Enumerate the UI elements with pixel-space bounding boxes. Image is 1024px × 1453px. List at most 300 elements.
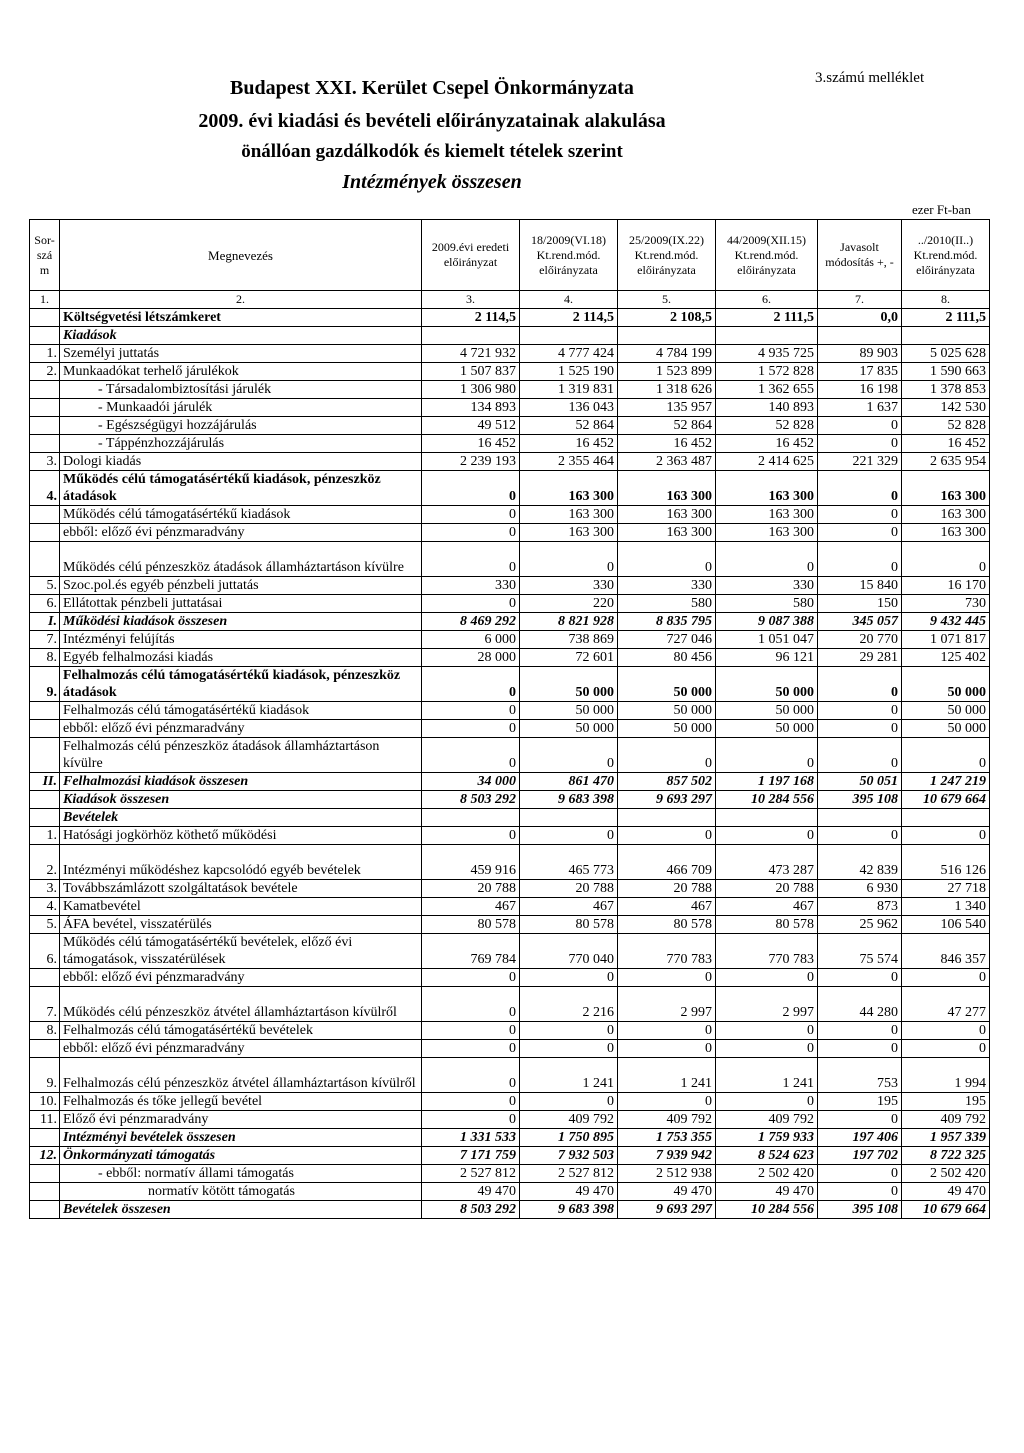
- row-name: ebből: előző évi pénzmaradvány: [60, 524, 422, 542]
- header-final: ../2010(II..) Kt.rend.mód. előirányzata: [902, 220, 990, 291]
- table-row: [30, 471, 990, 506]
- cell-value: 857 502: [618, 773, 716, 791]
- row-index: 4.: [30, 471, 60, 506]
- table-row: [30, 453, 990, 471]
- table-row: [30, 613, 990, 631]
- cell-value: 50 000: [618, 720, 716, 738]
- cell-value: 330: [618, 577, 716, 595]
- cell-value: 770 040: [520, 934, 618, 969]
- table-row: [30, 667, 990, 702]
- cell-value: 4 777 424: [520, 345, 618, 363]
- cell-value: 2 414 625: [716, 453, 818, 471]
- row-name: Önkormányzati támogatás: [60, 1147, 422, 1165]
- cell-value: 2 216: [520, 987, 618, 1022]
- row-name: - Egészségügyi hozzájárulás: [60, 417, 422, 435]
- cell-value: 1 241: [520, 1058, 618, 1093]
- cell-value: 0: [716, 1022, 818, 1040]
- cell-value: 1 319 831: [520, 381, 618, 399]
- table-row: [30, 542, 990, 577]
- table-row: [30, 898, 990, 916]
- cell-value: 9 693 297: [618, 791, 716, 809]
- cell-value: 50 000: [902, 702, 990, 720]
- cell-value: 2 363 487: [618, 453, 716, 471]
- cell-value: [902, 327, 990, 345]
- cell-value: 1 318 626: [618, 381, 716, 399]
- table-row: [30, 631, 990, 649]
- row-index: [30, 381, 60, 399]
- row-index: 10.: [30, 1093, 60, 1111]
- row-index: 4.: [30, 898, 60, 916]
- table-row: [30, 1147, 990, 1165]
- cell-value: 330: [520, 577, 618, 595]
- cell-value: 0: [818, 667, 902, 702]
- row-name: - Munkaadói járulék: [60, 399, 422, 417]
- row-index: 6.: [30, 595, 60, 613]
- cell-value: 0: [422, 1058, 520, 1093]
- cell-value: 2 114,5: [520, 309, 618, 327]
- row-name: Hatósági jogkörhöz köthető működési: [60, 827, 422, 845]
- colnum: 3.: [422, 291, 520, 309]
- cell-value: 0: [422, 667, 520, 702]
- row-name: Működési kiadások összesen: [60, 613, 422, 631]
- row-index: [30, 1040, 60, 1058]
- cell-value: [618, 327, 716, 345]
- row-name: Intézményi bevételek összesen: [60, 1129, 422, 1147]
- cell-value: 738 869: [520, 631, 618, 649]
- cell-value: 0: [716, 542, 818, 577]
- cell-value: 1 247 219: [902, 773, 990, 791]
- cell-value: 9 693 297: [618, 1201, 716, 1219]
- cell-value: 0: [618, 738, 716, 773]
- cell-value: 409 792: [618, 1111, 716, 1129]
- row-name: ebből: előző évi pénzmaradvány: [60, 1040, 422, 1058]
- row-index: [30, 1183, 60, 1201]
- cell-value: 0: [902, 1040, 990, 1058]
- cell-value: 2 111,5: [902, 309, 990, 327]
- cell-value: 0: [818, 1040, 902, 1058]
- cell-value: 25 962: [818, 916, 902, 934]
- cell-value: 345 057: [818, 613, 902, 631]
- row-index: [30, 524, 60, 542]
- cell-value: [422, 809, 520, 827]
- colnum: 7.: [818, 291, 902, 309]
- cell-value: 459 916: [422, 845, 520, 880]
- row-name: Működés célú támogatásértékű bevételek, előző évi támogatások, visszatérülések: [60, 934, 422, 969]
- cell-value: [818, 327, 902, 345]
- cell-value: 0: [422, 1022, 520, 1040]
- row-index: [30, 720, 60, 738]
- header-proposed: Javasolt módosítás +, -: [818, 220, 902, 291]
- cell-value: 163 300: [716, 506, 818, 524]
- table-row: [30, 987, 990, 1022]
- table-row: [30, 1040, 990, 1058]
- column-number-row: [30, 291, 990, 309]
- cell-value: 0: [818, 471, 902, 506]
- cell-value: 16 198: [818, 381, 902, 399]
- row-name: Költségvetési létszámkeret: [60, 309, 422, 327]
- cell-value: 861 470: [520, 773, 618, 791]
- row-index: 11.: [30, 1111, 60, 1129]
- cell-value: 50 000: [618, 702, 716, 720]
- row-name: Továbbszámlázott szolgáltatások bevétele: [60, 880, 422, 898]
- cell-value: 9 087 388: [716, 613, 818, 631]
- row-name: Működés célú támogatásértékű kiadások: [60, 506, 422, 524]
- row-name: - ebből: normatív állami támogatás: [60, 1165, 422, 1183]
- cell-value: 0: [520, 738, 618, 773]
- row-name: Felhalmozás célú pénzeszköz átvétel államháztartáson kívülről: [60, 1058, 422, 1093]
- header-mod-3: 44/2009(XII.15) Kt.rend.mód. előirányzata: [716, 220, 818, 291]
- row-index: 1.: [30, 827, 60, 845]
- table-row: [30, 577, 990, 595]
- row-name: ebből: előző évi pénzmaradvány: [60, 969, 422, 987]
- cell-value: 0: [520, 1040, 618, 1058]
- cell-value: 195: [818, 1093, 902, 1111]
- cell-value: 20 788: [422, 880, 520, 898]
- cell-value: 395 108: [818, 1201, 902, 1219]
- cell-value: 580: [716, 595, 818, 613]
- cell-value: 0: [818, 1183, 902, 1201]
- row-index: 6.: [30, 934, 60, 969]
- cell-value: 20 788: [716, 880, 818, 898]
- cell-value: 0: [716, 827, 818, 845]
- cell-value: [520, 809, 618, 827]
- cell-value: 0: [818, 542, 902, 577]
- cell-value: 0: [422, 702, 520, 720]
- table-body: [30, 220, 990, 1219]
- cell-value: 1 637: [818, 399, 902, 417]
- colnum: 8.: [902, 291, 990, 309]
- cell-value: 0: [422, 506, 520, 524]
- cell-value: 0: [818, 1111, 902, 1129]
- cell-value: 0: [902, 1022, 990, 1040]
- cell-value: 2 355 464: [520, 453, 618, 471]
- cell-value: [716, 327, 818, 345]
- table-row: [30, 595, 990, 613]
- cell-value: 7 932 503: [520, 1147, 618, 1165]
- cell-value: 8 821 928: [520, 613, 618, 631]
- cell-value: 0: [422, 969, 520, 987]
- table-row: [30, 773, 990, 791]
- row-index: 5.: [30, 916, 60, 934]
- cell-value: 0: [902, 827, 990, 845]
- cell-value: 163 300: [520, 524, 618, 542]
- cell-value: 163 300: [618, 471, 716, 506]
- cell-value: [520, 327, 618, 345]
- cell-value: 9 683 398: [520, 1201, 618, 1219]
- table-row: [30, 417, 990, 435]
- cell-value: 769 784: [422, 934, 520, 969]
- cell-value: 49 470: [520, 1183, 618, 1201]
- cell-value: 47 277: [902, 987, 990, 1022]
- header-mod-2: 25/2009(IX.22) Kt.rend.mód. előirányzata: [618, 220, 716, 291]
- cell-value: 16 452: [520, 435, 618, 453]
- cell-value: 409 792: [902, 1111, 990, 1129]
- cell-value: 0: [902, 969, 990, 987]
- cell-value: 1 241: [618, 1058, 716, 1093]
- cell-value: 16 452: [716, 435, 818, 453]
- table-row: [30, 969, 990, 987]
- cell-value: 0: [618, 969, 716, 987]
- cell-value: 0: [716, 1093, 818, 1111]
- row-index: 7.: [30, 631, 60, 649]
- row-name: Személyi juttatás: [60, 345, 422, 363]
- cell-value: 0: [520, 1022, 618, 1040]
- cell-value: 50 000: [716, 720, 818, 738]
- cell-value: 7 939 942: [618, 1147, 716, 1165]
- cell-value: 0: [618, 1040, 716, 1058]
- cell-value: 163 300: [618, 506, 716, 524]
- cell-value: 0: [618, 1093, 716, 1111]
- cell-value: 466 709: [618, 845, 716, 880]
- row-index: [30, 309, 60, 327]
- row-name: Felhalmozás célú pénzeszköz átadások államháztartáson kívülre: [60, 738, 422, 773]
- row-index: [30, 738, 60, 773]
- cell-value: 727 046: [618, 631, 716, 649]
- cell-value: 17 835: [818, 363, 902, 381]
- cell-value: 0: [422, 720, 520, 738]
- cell-value: [818, 809, 902, 827]
- cell-value: 0: [422, 987, 520, 1022]
- cell-value: 80 578: [422, 916, 520, 934]
- table-row: [30, 702, 990, 720]
- cell-value: 0: [520, 542, 618, 577]
- row-name: Felhalmozás célú támogatásértékű kiadások, pénzeszköz átadások: [60, 667, 422, 702]
- row-index: [30, 506, 60, 524]
- cell-value: 80 578: [520, 916, 618, 934]
- cell-value: 0: [818, 524, 902, 542]
- cell-value: 221 329: [818, 453, 902, 471]
- table-row: [30, 649, 990, 667]
- cell-value: 29 281: [818, 649, 902, 667]
- budget-table: [29, 219, 990, 1219]
- cell-value: 106 540: [902, 916, 990, 934]
- cell-value: 2 114,5: [422, 309, 520, 327]
- cell-value: 2 635 954: [902, 453, 990, 471]
- row-name: Felhalmozás célú támogatásértékű kiadások: [60, 702, 422, 720]
- cell-value: 0: [618, 827, 716, 845]
- cell-value: 52 864: [520, 417, 618, 435]
- table-row: [30, 435, 990, 453]
- row-index: 9.: [30, 1058, 60, 1093]
- cell-value: 0: [902, 542, 990, 577]
- cell-value: 0: [422, 542, 520, 577]
- row-index: 1.: [30, 345, 60, 363]
- cell-value: 0: [818, 702, 902, 720]
- cell-value: 197 406: [818, 1129, 902, 1147]
- cell-value: 142 530: [902, 399, 990, 417]
- cell-value: 409 792: [716, 1111, 818, 1129]
- cell-value: 2 997: [618, 987, 716, 1022]
- table-row: [30, 827, 990, 845]
- cell-value: 873: [818, 898, 902, 916]
- cell-value: 2 527 812: [520, 1165, 618, 1183]
- header-row: [30, 220, 990, 291]
- table-row: [30, 1183, 990, 1201]
- cell-value: 5 025 628: [902, 345, 990, 363]
- cell-value: 2 108,5: [618, 309, 716, 327]
- cell-value: 0: [818, 506, 902, 524]
- cell-value: [716, 809, 818, 827]
- cell-value: 163 300: [618, 524, 716, 542]
- cell-value: 8 503 292: [422, 1201, 520, 1219]
- colnum: 1.: [30, 291, 60, 309]
- row-index: 12.: [30, 1147, 60, 1165]
- cell-value: 50 000: [902, 667, 990, 702]
- cell-value: 770 783: [716, 934, 818, 969]
- cell-value: 34 000: [422, 773, 520, 791]
- cell-value: 2 239 193: [422, 453, 520, 471]
- row-name: Kiadások összesen: [60, 791, 422, 809]
- table-row: [30, 720, 990, 738]
- row-index: [30, 702, 60, 720]
- cell-value: 2 111,5: [716, 309, 818, 327]
- cell-value: 730: [902, 595, 990, 613]
- cell-value: 52 864: [618, 417, 716, 435]
- cell-value: 2 527 812: [422, 1165, 520, 1183]
- row-name: Intézményi működéshez kapcsolódó egyéb bevételek: [60, 845, 422, 880]
- cell-value: 163 300: [902, 471, 990, 506]
- cell-value: 409 792: [520, 1111, 618, 1129]
- cell-value: 27 718: [902, 880, 990, 898]
- row-index: I.: [30, 613, 60, 631]
- row-name: Kiadások: [60, 327, 422, 345]
- table-row: [30, 524, 990, 542]
- cell-value: 20 770: [818, 631, 902, 649]
- table-row: [30, 1111, 990, 1129]
- colnum: 5.: [618, 291, 716, 309]
- row-index: 2.: [30, 845, 60, 880]
- row-index: [30, 809, 60, 827]
- table-row: [30, 738, 990, 773]
- row-index: 8.: [30, 649, 60, 667]
- cell-value: 8 524 623: [716, 1147, 818, 1165]
- cell-value: 1 523 899: [618, 363, 716, 381]
- cell-value: 465 773: [520, 845, 618, 880]
- cell-value: 15 840: [818, 577, 902, 595]
- table-row: [30, 1058, 990, 1093]
- cell-value: 1 306 980: [422, 381, 520, 399]
- table-row: [30, 1129, 990, 1147]
- cell-value: 50 000: [520, 720, 618, 738]
- cell-value: 16 170: [902, 577, 990, 595]
- cell-value: 1 051 047: [716, 631, 818, 649]
- table-row: [30, 845, 990, 880]
- cell-value: 163 300: [520, 506, 618, 524]
- cell-value: 80 456: [618, 649, 716, 667]
- cell-value: 2 512 938: [618, 1165, 716, 1183]
- table-row: [30, 506, 990, 524]
- cell-value: 50 000: [618, 667, 716, 702]
- cell-value: 10 679 664: [902, 1201, 990, 1219]
- title-line-4: Intézmények összesen: [342, 171, 522, 193]
- cell-value: 50 000: [716, 667, 818, 702]
- row-index: 2.: [30, 363, 60, 381]
- cell-value: 753: [818, 1058, 902, 1093]
- cell-value: 50 000: [520, 702, 618, 720]
- cell-value: 20 788: [618, 880, 716, 898]
- row-name: Felhalmozás célú támogatásértékű bevételek: [60, 1022, 422, 1040]
- cell-value: 580: [618, 595, 716, 613]
- cell-value: 0: [422, 524, 520, 542]
- cell-value: 125 402: [902, 649, 990, 667]
- table-row: [30, 916, 990, 934]
- cell-value: [618, 809, 716, 827]
- cell-value: 135 957: [618, 399, 716, 417]
- cell-value: 0: [422, 1093, 520, 1111]
- cell-value: 0: [716, 738, 818, 773]
- cell-value: 846 357: [902, 934, 990, 969]
- cell-value: 1 362 655: [716, 381, 818, 399]
- row-name: Felhalmozási kiadások összesen: [60, 773, 422, 791]
- row-index: II.: [30, 773, 60, 791]
- cell-value: 0: [902, 738, 990, 773]
- row-index: 3.: [30, 453, 60, 471]
- cell-value: 50 000: [716, 702, 818, 720]
- cell-value: 0: [422, 595, 520, 613]
- cell-value: 1 340: [902, 898, 990, 916]
- row-name: Kamatbevétel: [60, 898, 422, 916]
- cell-value: 0: [422, 471, 520, 506]
- colnum: 6.: [716, 291, 818, 309]
- cell-value: 49 470: [716, 1183, 818, 1201]
- cell-value: 0: [520, 969, 618, 987]
- cell-value: 52 828: [902, 417, 990, 435]
- row-name: Működés célú pénzeszköz átadások államháztartáson kívülre: [60, 542, 422, 577]
- cell-value: 1 572 828: [716, 363, 818, 381]
- row-index: 8.: [30, 1022, 60, 1040]
- cell-value: 0: [422, 738, 520, 773]
- cell-value: 0: [818, 738, 902, 773]
- row-name: - Táppénzhozzájárulás: [60, 435, 422, 453]
- cell-value: 516 126: [902, 845, 990, 880]
- row-name: Bevételek összesen: [60, 1201, 422, 1219]
- cell-value: 4 721 932: [422, 345, 520, 363]
- cell-value: 134 893: [422, 399, 520, 417]
- cell-value: 96 121: [716, 649, 818, 667]
- cell-value: 8 722 325: [902, 1147, 990, 1165]
- cell-value: 770 783: [618, 934, 716, 969]
- cell-value: 80 578: [618, 916, 716, 934]
- header-name: Megnevezés: [60, 220, 422, 291]
- cell-value: 140 893: [716, 399, 818, 417]
- cell-value: 8 503 292: [422, 791, 520, 809]
- cell-value: 49 470: [422, 1183, 520, 1201]
- row-index: [30, 1129, 60, 1147]
- cell-value: [902, 809, 990, 827]
- cell-value: 4 935 725: [716, 345, 818, 363]
- title-line-3: önállóan gazdálkodók és kiemelt tételek szerint: [241, 141, 623, 162]
- row-index: [30, 791, 60, 809]
- cell-value: 163 300: [902, 524, 990, 542]
- cell-value: [422, 327, 520, 345]
- row-index: [30, 542, 60, 577]
- cell-value: 0: [520, 1093, 618, 1111]
- cell-value: 10 284 556: [716, 791, 818, 809]
- cell-value: 1 753 355: [618, 1129, 716, 1147]
- cell-value: 467: [422, 898, 520, 916]
- row-index: 7.: [30, 987, 60, 1022]
- cell-value: 4 784 199: [618, 345, 716, 363]
- row-name: Működés célú támogatásértékű kiadások, pénzeszköz átadások: [60, 471, 422, 506]
- cell-value: 0: [618, 1022, 716, 1040]
- cell-value: 1 590 663: [902, 363, 990, 381]
- cell-value: 9 432 445: [902, 613, 990, 631]
- cell-value: 7 171 759: [422, 1147, 520, 1165]
- cell-value: 44 280: [818, 987, 902, 1022]
- cell-value: 50 000: [520, 667, 618, 702]
- row-index: [30, 1165, 60, 1183]
- table-row: [30, 399, 990, 417]
